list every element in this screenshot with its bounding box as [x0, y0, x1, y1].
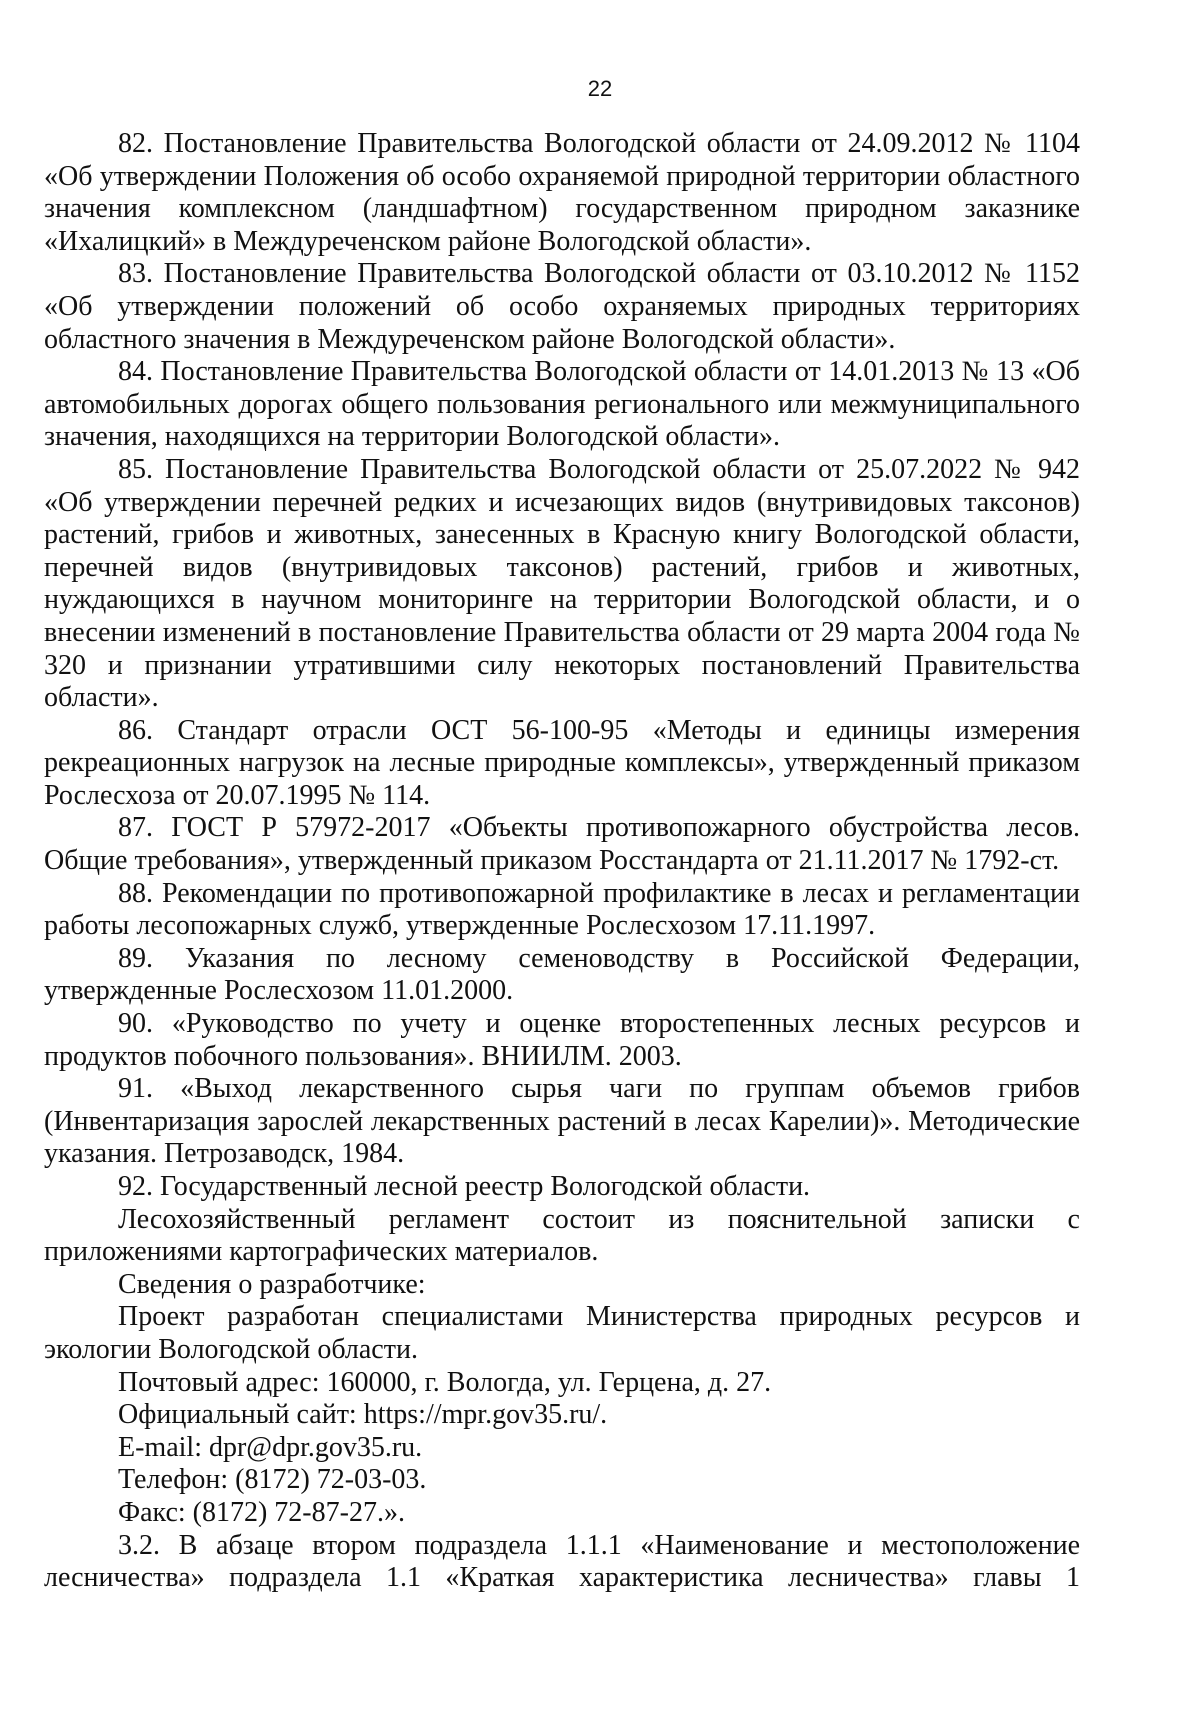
paragraph-89: 89. Указания по лесному семеноводству в Российской Федерации, утвержденные Рослесхозом 11.01.2000. — [44, 942, 1080, 1007]
paragraph-83: 83. Постановление Правительства Вологодской области от 03.10.2012 № 1152 «Об утверждении положений об особо охраняемых природных территориях областного значения в Междуреченском районе Вологодской области». — [44, 258, 1080, 355]
paragraph-90: 90. «Руководство по учету и оценке второстепенных лесных ресурсов и продуктов побочного пользования». ВНИИЛМ. 2003. — [44, 1008, 1080, 1072]
paragraph-84: 84. Постановление Правительства Вологодской области от 14.01.2013 № 13 «Об автомобильных дорогах общего пользования регионального или межмуниципального значения, находящихся на территории Вологодской области». — [44, 356, 1080, 453]
paragraph-regulation-composition: Лесохозяйственный регламент состоит из пояснительной записки с приложениями картографических материалов. — [44, 1203, 1080, 1268]
paragraph-3-2: 3.2. В абзаце втором подраздела 1.1.1 «Наименование и местоположение лесничества» подраздела 1.1 «Краткая характеристика лесничества» главы 1 — [44, 1529, 1080, 1594]
page-number: 22 — [587, 76, 613, 101]
paragraph-phone: Телефон: (8172) 72-03-03. — [118, 1464, 427, 1496]
document-body — [44, 128, 1080, 1595]
paragraph-website: Официальный сайт: https://mpr.gov35.ru/. — [118, 1399, 608, 1431]
paragraph-87: 87. ГОСТ Р 57972-2017 «Объекты противопожарного обустройства лесов. Общие требования», утвержденный приказом Росстандарта от 21.11.2017 № 1792-ст. — [44, 812, 1080, 877]
paragraph-email: E-mail: dpr@dpr.gov35.ru. — [118, 1431, 423, 1463]
paragraph-85: 85. Постановление Правительства Вологодской области от 25.07.2022 № 942 «Об утверждении перечней редких и исчезающих видов (внутривидовых таксонов) растений, грибов и животных, занесенных в Красную книгу Вологодской области, перечней видов (внутривидовых таксонов) растений, грибов и животных, нуждающихся в научном мониторинге на территории Вологодской области, и о внесении изменений в постановление Правительства области от 29 марта 2004 года № 320 и признании утратившими силу некоторых постановлений Правительства области». — [44, 453, 1080, 714]
paragraph-86: 86. Стандарт отрасли ОСТ 56-100-95 «Методы и единицы измерения рекреационных нагрузок на лесные природные комплексы», утвержденный приказом Рослесхоза от 20.07.1995 № 114. — [44, 714, 1080, 811]
paragraph-92: 92. Государственный лесной реестр Вологодской области. — [118, 1171, 811, 1202]
paragraph-fax: Факс: (8172) 72-87-27.». — [118, 1496, 405, 1528]
paragraph-developer-heading: Сведения о разработчике: — [118, 1268, 426, 1300]
paragraph-postal-address: Почтовый адрес: 160000, г. Вологда, ул. Герцена, д. 27. — [118, 1366, 772, 1398]
paragraph-82: 82. Постановление Правительства Вологодской области от 24.09.2012 № 1104 «Об утверждении Положения об особо охраняемой природной территории областного значения комплексном (ландшафтном) государственном природном заказнике «Ихалицкий» в Междуреченском районе Вологодской области». — [44, 128, 1080, 257]
paragraph-88: 88. Рекомендации по противопожарной профилактике в лесах и регламентации работы лесопожарных служб, утвержденные Рослесхозом 17.11.1997. — [44, 877, 1080, 942]
paragraph-91: 91. «Выход лекарственного сырья чаги по группам объемов грибов (Инвентаризация зарослей лекарственных растений в лесах Карелии)». Методические указания. Петрозаводск, 1984. — [44, 1073, 1080, 1170]
paragraph-developer-info: Проект разработан специалистами Министерства природных ресурсов и экологии Вологодской области. — [44, 1301, 1080, 1365]
